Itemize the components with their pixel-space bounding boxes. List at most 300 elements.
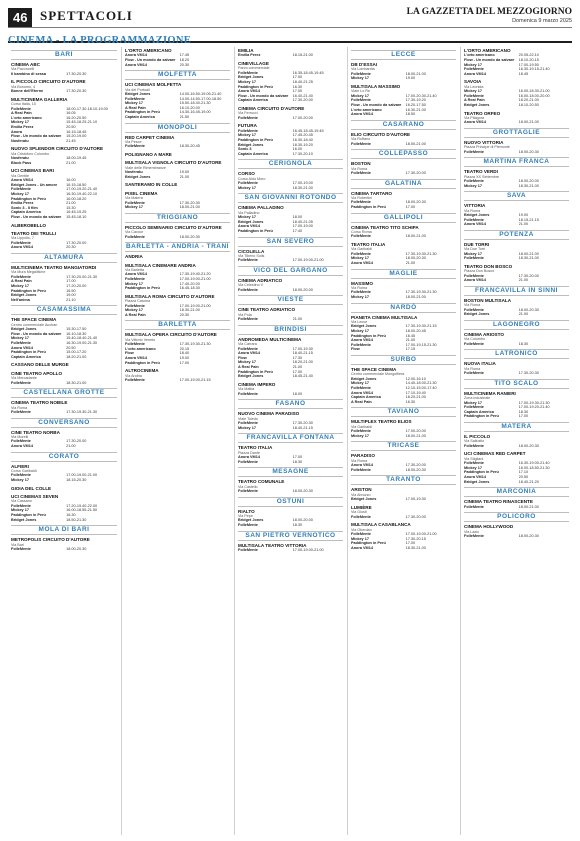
film-times: 17.30-20.30 xyxy=(66,71,87,76)
cinema-address: Via Matera xyxy=(125,196,143,201)
cinema-address: Corso Aldo Moro xyxy=(238,176,266,181)
film-title: Anora VM14 xyxy=(11,443,33,448)
cinema-name: RIALTO xyxy=(238,508,255,514)
film-times: 18.30-20.45 xyxy=(179,144,200,149)
film-times: 18.40-21.20 xyxy=(518,479,539,484)
film-title: Bridget Jones xyxy=(238,75,264,80)
showtime-row xyxy=(238,98,343,103)
film-title: FolleMente xyxy=(351,234,371,239)
film-title: A Real Pain xyxy=(11,279,32,284)
film-times: 17.40-20.00 xyxy=(179,281,200,286)
cinema-name: ALTROCINEMA xyxy=(125,368,159,374)
film-title: Mickey 17 xyxy=(464,251,482,256)
cinema-listing xyxy=(238,278,343,292)
city-heading: LECCE xyxy=(351,50,456,60)
showtime-row xyxy=(11,381,117,386)
city-heading: BRINDISI xyxy=(238,325,343,335)
cinema-listing xyxy=(238,479,343,493)
showtime-row xyxy=(351,434,456,439)
cinema-listing xyxy=(11,79,117,93)
film-title: FolleMente xyxy=(238,258,258,263)
film-times: 18.00-17.30-18.10-19.00 xyxy=(66,106,108,111)
showtime-row xyxy=(125,175,230,180)
film-times: 21.00 xyxy=(66,201,76,206)
film-title: FolleMente xyxy=(125,342,145,347)
page-number: 46 xyxy=(8,8,32,27)
cinema-listing xyxy=(11,168,117,219)
film-times: 16.40-21.40 xyxy=(292,93,313,98)
cinema-address: Via Morelli xyxy=(11,434,29,439)
cinema-name: CINEMA TEATRO TITO SCHIPA xyxy=(351,224,419,230)
film-title: Captain America xyxy=(464,409,494,414)
film-title: FolleMente xyxy=(125,200,145,205)
cinema-address: Parco commerciale xyxy=(238,66,270,71)
film-times: 17.30-20.00 xyxy=(405,514,426,519)
film-times: 16.00-18.20 xyxy=(66,196,87,201)
film-times: 21.50 xyxy=(179,114,190,119)
city-heading: BARLETTA xyxy=(125,320,230,330)
film-title: Captain America xyxy=(238,98,268,103)
film-title: FolleMente xyxy=(11,409,31,414)
film-times: 16.30-19.15-21.40 xyxy=(518,67,550,72)
film-title: Paddington in Perù xyxy=(351,205,386,209)
film-title: FolleMente xyxy=(11,274,31,279)
cinema-listing xyxy=(464,332,569,346)
film-times: 18.50-21.30 xyxy=(66,517,87,522)
showtime-row xyxy=(11,298,117,303)
film-times: 18.10-20.50 xyxy=(518,102,539,107)
cinema-listing xyxy=(125,48,230,67)
cinema-address: Corso Garibaldi xyxy=(11,468,37,473)
cinema-name: IL PICCOLO xyxy=(464,433,491,439)
cinema-listing xyxy=(464,298,569,317)
film-title: L'orto americano xyxy=(464,53,495,58)
cinema-name: CINEMA TEATRO RINASCENTE xyxy=(464,499,533,505)
film-times: 18.40-21.15 xyxy=(292,425,313,430)
film-title: Flow - Un mondo da salvare xyxy=(238,93,289,98)
film-title: Paddington in Perù xyxy=(11,288,46,293)
film-title: Mickey 17 xyxy=(238,185,256,190)
showtime-row xyxy=(351,142,456,147)
film-times: 18.30-19.20 xyxy=(292,142,313,147)
film-times: 21.00 xyxy=(405,338,416,343)
cinema-address: Via Roma xyxy=(351,458,368,463)
showtime-row xyxy=(464,414,569,419)
film-times: 18.20-21.00 xyxy=(518,98,539,103)
cinema-address: Via Sallustio xyxy=(464,439,485,444)
film-title: FolleMente xyxy=(351,342,371,347)
cinema-name: CINE TEATRO NORBA xyxy=(11,429,60,435)
cinema-name: ANDROMEDA MULTICINEMA xyxy=(238,336,302,342)
showtime-row xyxy=(238,152,343,157)
film-times: 16.30-21.00 xyxy=(405,107,426,112)
cinema-address: Via Barletta xyxy=(125,268,144,272)
film-times: 17.40 xyxy=(292,228,303,233)
film-times: 18.00-20.00 xyxy=(292,518,313,523)
cinema-listing xyxy=(11,486,117,491)
cinema-address: Via Tiberio Solis xyxy=(238,253,265,258)
cinema-listing xyxy=(351,453,456,472)
showtime-row xyxy=(11,245,117,250)
cinema-address: Via Roma xyxy=(464,366,481,371)
film-title: FolleMente xyxy=(464,443,484,448)
film-title: Anora VM14 xyxy=(125,53,147,58)
cinema-name: ARISTON xyxy=(351,487,372,493)
film-title: L'orto americano xyxy=(125,346,156,351)
cinema-name: THE SPACE CINEMA xyxy=(351,366,397,372)
film-times: 16.00-18.50-21.30 xyxy=(518,465,550,470)
film-title: Paddington in Perù xyxy=(238,228,273,233)
showtime-row xyxy=(125,313,230,318)
film-times: 16.50 xyxy=(66,288,76,293)
film-title: Sonic 3 - Il film xyxy=(11,205,38,210)
film-times: 18.20-21.00 xyxy=(405,395,426,400)
film-title: Mickey 17 xyxy=(464,465,482,470)
showtime-row xyxy=(351,468,456,473)
cinema-address: Zona industriale xyxy=(464,396,491,401)
film-times: 17.30-20.00 xyxy=(292,98,313,103)
showtime-row xyxy=(464,278,569,283)
film-times: 18.45-21.40 xyxy=(292,374,313,379)
film-title: Bridget Jones xyxy=(351,497,377,502)
city-heading: MESAGNE xyxy=(238,467,343,477)
cinema-name: NUOVO VITTORIA xyxy=(464,139,504,145)
cinema-name: TEATRO DEI TRULLI xyxy=(11,230,57,236)
film-times: 19.00 xyxy=(405,76,416,81)
film-title: FolleMente xyxy=(11,340,31,345)
city-heading: LATRONICO xyxy=(464,349,569,359)
showtime-row xyxy=(11,478,117,483)
film-title: Emilia Perez xyxy=(11,125,34,129)
film-title: Mickey 17 xyxy=(351,381,369,386)
cinema-listing xyxy=(464,169,569,188)
cinema-listing xyxy=(351,522,456,550)
film-times: 17.00 xyxy=(518,414,529,419)
film-title: A Real Pain xyxy=(11,111,32,116)
cinema-name: SANTERAMO IN COLLE xyxy=(125,182,178,188)
cinema-address: Via Bari xyxy=(11,542,24,547)
film-title: Anora VM14 xyxy=(125,62,147,67)
showtime-row xyxy=(464,444,569,449)
film-title: Emilia Perez xyxy=(238,53,261,58)
showtime-row xyxy=(125,205,230,210)
cinema-name: RED CARPET CINEMA xyxy=(125,134,175,140)
film-title: Anora VM14 xyxy=(351,338,373,343)
city-heading: SAN GIOVANNI ROTONDO xyxy=(238,193,343,203)
showtime-row xyxy=(464,72,569,77)
film-title: FolleMente xyxy=(238,420,258,425)
cinema-address: Piazza XX Settembre xyxy=(464,174,500,179)
film-title: Mickey 17 xyxy=(11,477,29,482)
film-times: 18.15-21.00 xyxy=(292,53,313,58)
city-heading: MONOPOLI xyxy=(125,123,230,133)
film-title: FolleMente xyxy=(351,71,371,76)
film-times: 16.30 xyxy=(66,512,76,517)
film-title: FolleMente xyxy=(125,234,145,239)
film-title: FolleMente xyxy=(11,503,31,508)
film-title: FolleMente xyxy=(351,251,371,256)
film-title: FolleMente xyxy=(125,377,145,382)
film-times: 17.30-19.30-21.30 xyxy=(405,290,437,295)
city-heading: TARANTO xyxy=(351,475,456,485)
film-times: 12.10-15.00-17.40 xyxy=(405,385,437,390)
cinema-listing xyxy=(125,368,230,382)
film-title: FolleMente xyxy=(238,181,258,186)
showtime-row xyxy=(11,518,117,523)
film-title: Bridget Jones xyxy=(238,518,264,523)
film-title: Nosferatu xyxy=(11,138,29,143)
film-times: 15.45-18.10 xyxy=(66,214,87,219)
film-times: 21.00 xyxy=(292,364,303,369)
film-title: FolleMente xyxy=(464,67,484,72)
film-times: 16.45-18.45-19.45 xyxy=(292,128,324,133)
film-title: Anora VM14 xyxy=(464,278,486,283)
film-title: Anora VM14 xyxy=(464,222,486,227)
city-heading: TITO SCALO xyxy=(464,379,569,389)
film-times: 17.00-19.00 xyxy=(292,224,313,229)
city-heading: VIESTE xyxy=(238,295,343,305)
film-times: 20.30 xyxy=(66,245,76,250)
film-times: 16.30-19.00-21.40 xyxy=(518,461,550,466)
cinema-name: METROPOLIS CIRCUITO D'AUTORE xyxy=(11,537,90,543)
cinema-address: Piazza Catuma xyxy=(125,299,151,304)
cinema-name: TEATRO COMUNALE xyxy=(238,479,285,485)
city-heading: FASANO xyxy=(238,399,343,409)
film-times: 16.00-18.55-21.50 xyxy=(66,508,98,513)
film-times: 17.00-19.00 xyxy=(292,181,313,186)
cinema-name: ALFIERI xyxy=(11,463,29,469)
cinema-listing xyxy=(464,203,569,227)
cinema-listing xyxy=(464,264,569,283)
cinema-name: UCI CINEMAS SEVEN xyxy=(11,493,59,499)
cinema-name: TEATRO DON BOSCO xyxy=(464,263,513,269)
cinema-name: ELIO CIRCUITO D'AUTORE xyxy=(351,131,411,137)
film-title: Anora xyxy=(11,129,22,134)
showtime-row xyxy=(125,286,230,291)
film-title: FolleMente xyxy=(125,144,145,149)
film-times: 17.00-19.00-21.00 xyxy=(292,547,324,552)
film-title: Bridget Jones xyxy=(238,219,264,224)
film-times: 17.45 xyxy=(179,53,190,58)
film-times: 17.00-19.20-21.40 xyxy=(66,187,98,192)
film-times: 17.30-19.30-21.30 xyxy=(405,251,437,256)
showtime-row xyxy=(11,89,117,94)
cinema-listing xyxy=(464,434,569,448)
cinema-listing xyxy=(125,263,230,291)
film-title: Anora VM14 xyxy=(11,245,33,250)
film-title: Mickey 17 xyxy=(238,360,256,365)
cinema-listing xyxy=(238,543,343,553)
film-times: 21.00 xyxy=(518,222,529,227)
cinema-name: UCI CINEMAS RED CARPET xyxy=(464,451,526,457)
cinema-listing xyxy=(125,182,230,187)
showtime-row xyxy=(238,53,343,58)
cinema-listing xyxy=(464,48,569,76)
cinema-address: Via Cassano xyxy=(11,499,32,504)
cinema-address: Via dei Portuali xyxy=(125,87,150,92)
film-times: 18.45 xyxy=(518,71,529,76)
showtime-row xyxy=(464,505,569,510)
issue-date: Domenica 9 marzo 2025 xyxy=(512,18,572,24)
film-times: 17.00-19.30 xyxy=(405,497,426,502)
cinema-listing xyxy=(238,445,343,464)
film-title: Flow xyxy=(238,355,247,360)
cinema-name: TEATRO ORFEO xyxy=(464,110,501,116)
film-title: FolleMente xyxy=(238,70,258,75)
showtime-row xyxy=(351,76,456,81)
film-times: 17.30-19.30-21.30 xyxy=(66,409,98,414)
cinema-address: Via Giusti xyxy=(351,510,367,515)
film-times: 17.30-20.15 xyxy=(405,536,426,541)
film-title: Mickey 17 xyxy=(11,191,29,196)
film-times: 18.00-21.00 xyxy=(518,504,539,509)
film-title: FolleMente xyxy=(351,141,371,146)
film-times: 17.30-20.30 xyxy=(66,89,87,94)
cinema-listing xyxy=(351,62,456,81)
cinema-address: Via Pepe xyxy=(238,513,253,518)
film-title: Bridget Jones xyxy=(464,213,490,218)
showtime-row xyxy=(238,426,343,431)
city-heading: COLLEPASSO xyxy=(351,149,456,159)
cinema-name: NUOVO SPLENDOR CIRCUITO D'AUTORE xyxy=(11,146,104,152)
cinema-address: Via Ruffano xyxy=(351,137,371,142)
film-times: 17.00-19.30 xyxy=(292,346,313,351)
film-times: 14.30-16.45-19.00 xyxy=(179,110,211,115)
film-title: Anora VM14 xyxy=(464,474,486,479)
film-title: Anora VM14 xyxy=(464,120,486,125)
listing-column-3 xyxy=(234,47,346,835)
cinema-name: LUMIÈRE xyxy=(351,504,372,510)
cinema-listing xyxy=(11,62,117,76)
showtime-row xyxy=(11,547,117,552)
showtime-row xyxy=(238,186,343,191)
film-times: 21.45 xyxy=(66,138,76,143)
cinema-listing xyxy=(125,160,230,179)
film-title: Paddington in Perù xyxy=(238,369,273,374)
film-times: 16.45-18.30 xyxy=(179,286,200,291)
cinema-listing xyxy=(125,191,230,210)
film-times: 15.30-17.50 xyxy=(66,327,87,332)
showtime-row xyxy=(351,546,456,551)
film-times: 16.10-20.00 xyxy=(179,105,200,110)
film-times: 16.15-18.50 xyxy=(66,182,87,187)
section-banner xyxy=(8,30,572,46)
film-times: 17.30-20.30 xyxy=(518,371,539,376)
film-times: 19.00 xyxy=(66,293,76,298)
city-heading: NARDÒ xyxy=(351,303,456,313)
city-heading: MARTINA FRANCA xyxy=(464,157,569,167)
film-title: Mickey 17 xyxy=(238,215,256,220)
film-times: 16.45-19.25 xyxy=(66,210,87,215)
cinema-listing xyxy=(351,242,456,266)
film-title: Anora VM14 xyxy=(238,224,260,229)
city-heading: FRANCAVILLA FONTANA xyxy=(238,433,343,443)
city-heading: VICO DEL GARGANO xyxy=(238,266,343,276)
city-heading: POLICORO xyxy=(464,512,569,522)
film-title: Mickey 17 xyxy=(11,283,29,288)
film-title: Mickey 17 xyxy=(351,256,369,261)
cinema-name: VITTORIA xyxy=(464,203,486,209)
film-title: Paddington in Perù xyxy=(464,414,499,419)
film-title: Paddington in Perù xyxy=(125,110,160,115)
film-title: FolleMente xyxy=(464,273,484,278)
film-title: FolleMente xyxy=(351,98,371,103)
cinema-listing xyxy=(125,225,230,239)
film-times: 21.00 xyxy=(292,317,303,322)
film-title: Paddington in Perù xyxy=(351,541,386,546)
film-times: 17.30-20.00 xyxy=(66,240,87,245)
city-heading: GALLIPOLI xyxy=(351,213,456,223)
film-times: 17.10 xyxy=(518,470,529,475)
cinema-name: BOSTON MULTISALA xyxy=(464,297,512,303)
cinema-address: Piazza Principe di Piemonte xyxy=(464,145,510,150)
cinema-listing xyxy=(238,61,343,103)
listing-column-1 xyxy=(8,47,120,835)
film-times: 17.30-20.00 xyxy=(405,171,426,175)
cinema-name: MULTISALA TEATRO VITTORIA xyxy=(238,542,307,548)
film-times: 17.45-20.45 xyxy=(292,133,313,138)
film-title: Anora VM14 xyxy=(238,89,260,94)
cinema-name: IL PICCOLO CIRCUITO D'AUTORE xyxy=(11,79,86,85)
film-title: Anora VM14 xyxy=(11,345,33,350)
film-title: Captain America xyxy=(238,151,268,156)
film-title: Anora VM14 xyxy=(125,272,147,277)
showtime-row xyxy=(238,317,343,322)
film-title: Anora VM14 xyxy=(351,463,373,468)
showtime-row xyxy=(11,444,117,449)
showtime-row xyxy=(125,361,230,366)
showtime-row xyxy=(464,256,569,261)
cinema-listing xyxy=(11,537,117,551)
film-title: Mickey 17 xyxy=(11,508,29,513)
cinema-listing xyxy=(11,97,117,144)
film-title: FolleMente xyxy=(464,149,484,154)
film-times: 18.20 xyxy=(179,58,190,62)
cinema-name: CASSANO DELLE MURGE xyxy=(11,362,69,368)
cinema-address: Via Leonida xyxy=(464,84,484,89)
cinema-listing xyxy=(238,171,343,190)
city-heading: MOLA DI BARI xyxy=(11,525,117,535)
cinema-name: PIXEL CINEMA xyxy=(125,190,158,196)
film-title: FolleMente xyxy=(125,277,145,281)
showtime-row xyxy=(238,116,343,121)
city-heading: MARCONIA xyxy=(464,487,569,497)
cinema-listing xyxy=(238,307,343,321)
film-title: FolleMente xyxy=(351,290,371,295)
film-times: 16.30 xyxy=(405,399,416,404)
film-title: FolleMente xyxy=(464,217,484,222)
film-times: 17.00-19.30-21.30 xyxy=(518,400,550,405)
film-times: 18.00 xyxy=(292,391,303,396)
showtime-row xyxy=(238,489,343,494)
cinema-name: CINEMA PALLADINO xyxy=(238,205,284,211)
cinema-name: CINEMA TEATRO NOBILE xyxy=(11,400,68,406)
cinema-listing xyxy=(351,487,456,501)
film-title: FolleMente xyxy=(464,504,484,509)
cinema-listing xyxy=(11,494,117,522)
film-title: FolleMente xyxy=(238,488,258,493)
cinema-listing xyxy=(11,362,117,367)
film-title: Bridget Jones xyxy=(351,376,377,381)
cinema-address: Via Abruzzo xyxy=(351,492,371,497)
showtime-row xyxy=(238,288,343,293)
film-times: 15.45-18.25-21.10 xyxy=(66,120,98,125)
film-title: Anora VM14 xyxy=(125,355,147,360)
film-times: 18.30-21.00 xyxy=(405,545,426,550)
film-times: 18.00-20.30 xyxy=(405,200,426,205)
film-times: 16.30-19.00-21.30 xyxy=(66,340,98,345)
film-times: 18.00-20.00 xyxy=(292,287,313,292)
